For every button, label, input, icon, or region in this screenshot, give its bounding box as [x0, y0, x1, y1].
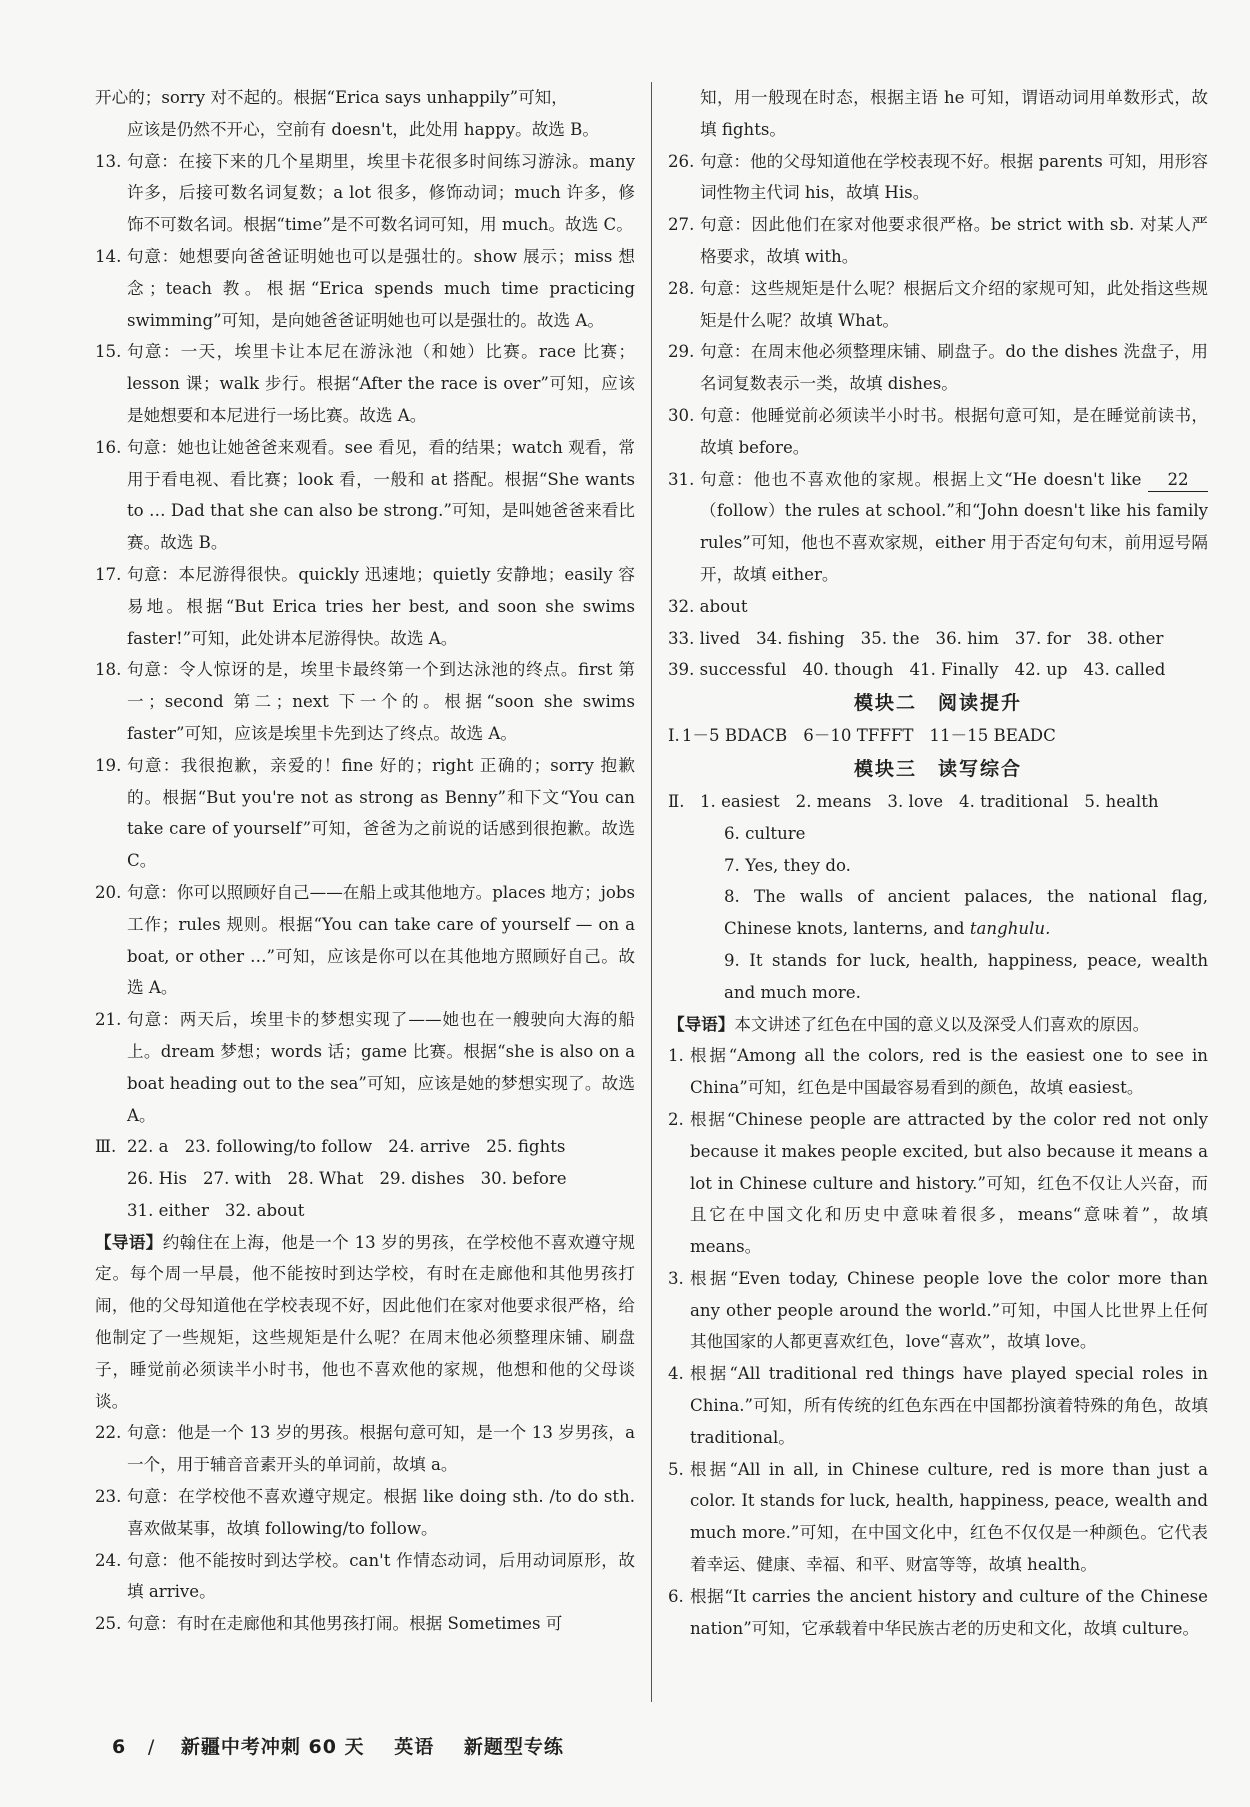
module-2-heading: 模块二 阅读提升	[853, 692, 1022, 715]
answer-row: 31. either 32. about	[127, 1200, 305, 1220]
explanation-14: 14. 句意：她想要向爸爸证明她也可以是强壮的。show 展示；miss 想念；teach 教。根据“Erica spends much time practicing swimming”可知，是向她爸爸证明她也可以是强壮的。故选 A。	[95, 246, 635, 330]
footer-slash: /	[147, 1736, 156, 1758]
explanation-r4: 4. 根据“All traditional red things have played special roles in China.”可知，所有传统的红色东西在中国都扮演着特殊的角色，故填 traditional。	[668, 1364, 1208, 1447]
guide-paragraph: 【导语】约翰住在上海，他是一个 13 岁的男孩，在学校他不喜欢遵守规定。每个周一早晨，他不能按时到达学校，有时在走廊他和其他男孩打闹，他的父母知道他在学校表现不好，因此他们在家对他要求很严格，给他制定了一些规矩，这些规矩是什么呢？在周末他必须整理床铺、刷盘子，睡觉前必须读半小时书，他也不喜欢他的家规，他想和他的父母谈谈。	[95, 1231, 635, 1411]
explanation-26: 26. 句意：他的父母知道他在学校表现不好。根据 parents 可知，用形容词性物主代词 his，故填 His。	[668, 151, 1208, 203]
section-2-answers: Ⅱ. 1. easiest 2. means 3. love 4. traditional 5. health 6. culture 7. Yes, they do. 8. The walls of ancient palaces, the national flag, Chinese knots, lanterns, and tanghulu. 9. It stands for luck, health, happiness, peace, wealth and much more.	[668, 786, 1208, 1009]
explanation-r2: 2. 根据“Chinese people are attracted by the color red not only because it makes people excited, but also because it means a lot in Chinese culture and history.”可知，红色不仅让人兴奋，而且它在中国文化和历史中意味着很多，means“意味着”，故填 means。	[668, 1109, 1208, 1257]
answer-row: 1. easiest 2. means 3. love 4. traditional 5. health	[700, 791, 1159, 811]
answer-row-33: 33. lived 34. fishing 35. the 36. him 37. for 38. other	[668, 628, 1164, 648]
right-column	[668, 82, 1208, 1644]
left-column	[95, 82, 635, 1640]
explanation-r3: 3. 根据“Even today, Chinese people love the color more than any other people around the world.”可知，中国人比世界上任何其他国家的人都更喜欢红色，love“喜欢”，故填 love。	[668, 1268, 1208, 1352]
answer-6: 6. culture	[724, 823, 806, 843]
text-line: 开心的；sorry 对不起的。根据“Erica says unhappily”可知，	[95, 88, 568, 107]
explanation-13: 13. 句意：在接下来的几个星期里，埃里卡花很多时间练习游泳。many 许多，后接可数名词复数；a lot 很多，修饰动词；much 许多，修饰不可数名词。根据“time”是不可数名词可知，用 much。故选 C。	[95, 151, 635, 235]
blank-22: 22	[1148, 469, 1208, 492]
column-divider	[651, 82, 652, 1702]
explanation-15: 15. 句意：一天，埃里卡让本尼在游泳池（和她）比赛。race 比赛；lesson 课；walk 步行。根据“After the race is over”可知，应该是她想要和本尼进行一场比赛。故选 A。	[95, 342, 635, 425]
explanation-29: 29. 句意：在周末他必须整理床铺、刷盘子。do the dishes 洗盘子，用名词复数表示一类，故填 dishes。	[668, 342, 1208, 394]
section-label: Ⅲ.	[95, 1137, 117, 1157]
page-number: 6	[112, 1736, 127, 1758]
explanation-24: 24. 句意：他不能按时到达学校。can't 作情态动词，后用动词原形，故填 arrive。	[95, 1550, 635, 1602]
explanation-19: 19. 句意：我很抱歉，亲爱的！fine 好的；right 正确的；sorry 抱歉的。根据“But you're not as strong as Benny”和下文“You can take care of yourself”可知，爸爸为之前说的话感到很抱歉。故选 C。	[95, 755, 635, 871]
section-3-answers	[95, 1131, 635, 1226]
explanation-17: 17. 句意：本尼游得很快。quickly 迅速地；quietly 安静地；easily 容易地。根据“But Erica tries her best, and soon she swims faster!”可知，此处讲本尼游得快。故选 A。	[95, 564, 635, 648]
explanation-21: 21. 句意：两天后，埃里卡的梦想实现了——她也在一艘驶向大海的船上。dream 梦想；words 话；game 比赛。根据“she is also on a boat heading out to the sea”可知，应该是她的梦想实现了。故选 A。	[95, 1010, 635, 1125]
section-1-answers: Ⅰ. 1－5 BDACB 6－10 TFFFT 11－15 BEADC	[668, 726, 1056, 746]
answer-row: 26. His 27. with 28. What 29. dishes 30. before	[127, 1169, 567, 1189]
explanation-22: 22. 句意：他是一个 13 岁的男孩。根据句意可知，是一个 13 岁男孩，a 一个，用于辅音音素开头的单词前，故填 a。	[95, 1423, 635, 1475]
answer-32: 32. about	[668, 596, 748, 616]
explanation-28: 28. 句意：这些规矩是什么呢？根据后文介绍的家规可知，此处指这些规矩是什么呢？故填 What。	[668, 278, 1208, 330]
answer-row-39: 39. successful 40. though 41. Finally 42. up 43. called	[668, 660, 1166, 680]
series-label: 新题型专练	[463, 1736, 564, 1758]
answer-8: 8. The walls of ancient palaces, the national flag, Chinese knots, lanterns, and tanghulu.	[724, 887, 1208, 939]
text-line: 应该是仍然不开心，空前有 doesn't，此处用 happy。故选 B。	[127, 119, 599, 139]
explanation-r6: 6. 根据“It carries the ancient history and culture of the Chinese nation”可知，它承载着中华民族古老的历史和文化，故填 culture。	[668, 1586, 1208, 1638]
subject-label: 英语	[394, 1736, 435, 1758]
explanation-18: 18. 句意：令人惊讶的是，埃里卡最终第一个到达泳池的终点。first 第一；second 第二；next 下一个的。根据“soon she swims faster”可知，应该是埃里卡先到达了终点。故选 A。	[95, 660, 635, 743]
answer-row: 22. a 23. following/to follow 24. arrive 25. fights	[127, 1137, 566, 1157]
module-3-heading: 模块三 读写综合	[853, 757, 1022, 780]
explanation-30: 30. 句意：他睡觉前必须读半小时书。根据句意可知，是在睡觉前读书，故填 before。	[668, 405, 1208, 457]
answer-9: 9. It stands for luck, health, happiness, peace, wealth and much more.	[724, 950, 1208, 1002]
explanation-r1: 1. 根据“Among all the colors, red is the easiest one to see in China”可知，红色是中国最容易看到的颜色，故填 easiest。	[668, 1046, 1208, 1098]
answer-7: 7. Yes, they do.	[724, 855, 851, 875]
explanation-27: 27. 句意：因此他们在家对他要求很严格。be strict with sb. 对某人严格要求，故填 with。	[668, 215, 1208, 266]
explanation-20: 20. 句意：你可以照顾好自己——在船上或其他地方。places 地方；jobs 工作；rules 规则。根据“You can take care of yourself — on a boat, or other …”可知，应该是你可以在其他地方照顾好自己。故选 A。	[95, 882, 635, 998]
page-footer	[112, 1732, 564, 1759]
guide-paragraph: 【导语】本文讲述了红色在中国的意义以及深受人们喜欢的原因。	[668, 1013, 1150, 1034]
book-title: 新疆中考冲刺 60 天	[180, 1736, 365, 1758]
explanation-23: 23. 句意：在学校他不喜欢遵守规定。根据 like doing sth. /to do sth. 喜欢做某事，故填 following/to follow。	[95, 1487, 635, 1538]
explanation-31: 31. 句意：他也不喜欢他的家规。根据上文“He doesn't like 22 （follow）the rules at school.”和“John doesn't like his family rules”可知，他也不喜欢家规，either 用于否定句句末，前用逗号隔开，故填 either。	[668, 469, 1208, 584]
explanation-16: 16. 句意：她也让她爸爸来观看。see 看见，看的结果；watch 观看，常用于看电视、看比赛；look 看，一般和 at 搭配。根据“She wants to … Dad that she can also be strong.”可知，是叫她爸爸来看比赛。故选 B。	[95, 437, 635, 553]
explanation-25: 25. 句意：有时在走廊他和其他男孩打闹。根据 Sometimes 可	[95, 1614, 563, 1634]
explanation-25-cont: 知，用一般现在时态，根据主语 he 可知，谓语动词用单数形式，故填 fights。	[700, 88, 1208, 139]
explanation-r5: 5. 根据“All in all, in Chinese culture, red is more than just a color. It stands for luck, health, happiness, peace, wealth and much more.”可知，在中国文化中，红色不仅仅是一种颜色。它代表着幸运、健康、幸福、和平、财富等等，故填 health。	[668, 1459, 1208, 1575]
